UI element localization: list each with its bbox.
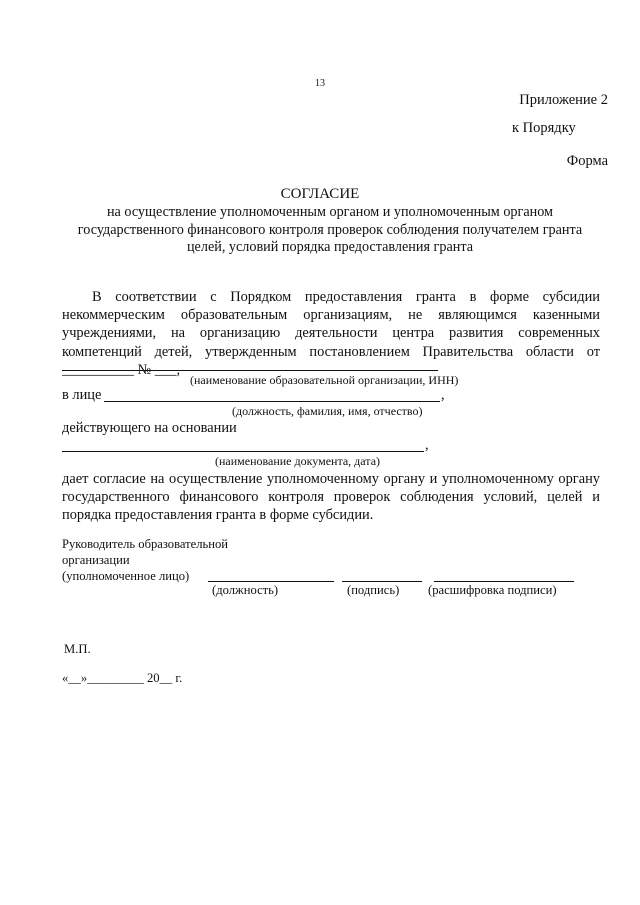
person-line-end: , (441, 387, 445, 403)
signature-caption: (подпись) (347, 583, 400, 597)
org-caption: (наименование образовательной организации, ИНН) (190, 373, 459, 387)
document-subtitle: на осуществление уполномоченным органом и уполномоченным органом государственного финансового контроля проверок соблюдения получателем гранта целей, условий порядка предоставления гранта (77, 204, 583, 255)
decode-line (434, 581, 574, 582)
stamp-place: М.П. (64, 642, 91, 656)
basis-label: действующего на основании (62, 420, 237, 436)
paragraph-consent: дает согласие на осуществление уполномоченному органу и уполномоченному органу государственного финансового контроля проверок соблюдения условий, целей и порядка предоставления гранта в форме субсидии. (62, 471, 600, 524)
annex-to-label: к Порядку (512, 120, 576, 136)
signatory-line3: (уполномоченное лицо) (62, 569, 190, 583)
document-title: СОГЛАСИЕ (280, 186, 360, 202)
paragraph-intro: В соответствии с Порядком предоставления гранта в форме субсидии некоммерческим образовательным организациям, не являющимся казенными учреждениями, на организацию деятельности центра развития современных компетенций детей, утвержденным постановлением Правительства области от __________ № ___, (62, 289, 600, 378)
annex-label: Приложение 2 (519, 92, 608, 108)
form-label: Форма (566, 153, 608, 169)
decode-caption: (расшифровка подписи) (428, 583, 557, 597)
signature-line (342, 581, 422, 582)
document-caption: (наименование документа, дата) (215, 454, 381, 468)
person-line (104, 401, 440, 402)
person-caption: (должность, фамилия, имя, отчество) (232, 404, 423, 418)
org-name-line (62, 370, 438, 371)
position-line (208, 581, 334, 582)
document-line-end: , (425, 437, 429, 453)
position-caption: (должность) (212, 583, 279, 597)
signatory-line1: Руководитель образовательной (62, 537, 229, 551)
page-number: 13 (315, 78, 325, 89)
person-label: в лице (62, 387, 102, 403)
date-line: «__»_________ 20__ г. (62, 671, 183, 685)
document-line (62, 451, 424, 452)
signatory-line2: организации (62, 553, 130, 567)
